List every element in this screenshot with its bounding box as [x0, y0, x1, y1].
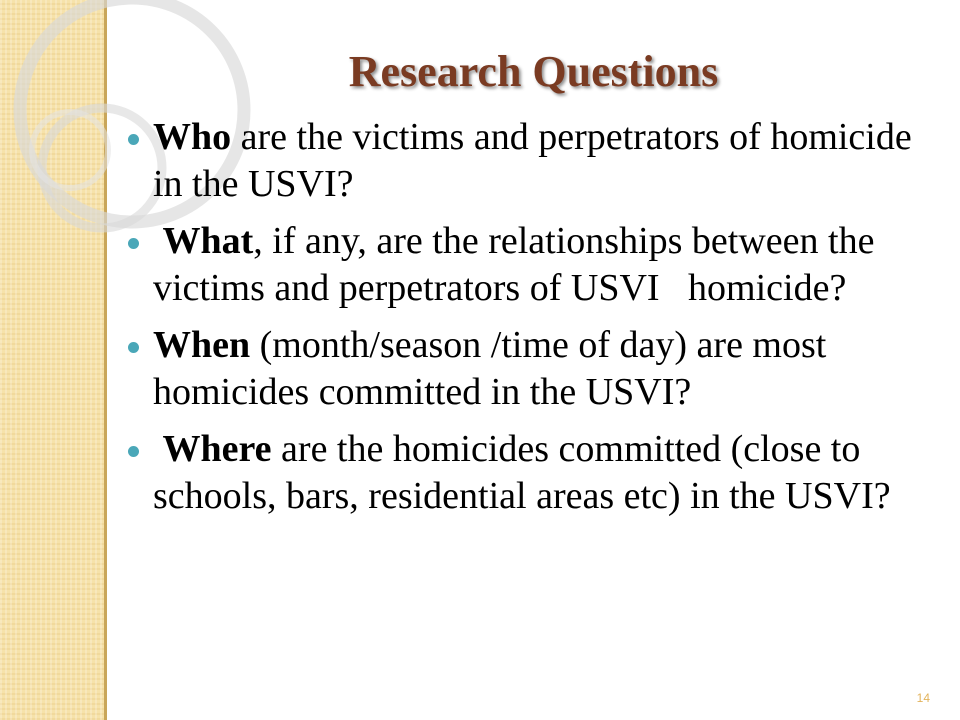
bullet-who — [153, 114, 923, 208]
bullet-icon — [128, 446, 139, 457]
bullet-keyword: What — [162, 220, 254, 262]
bullet-keyword: When — [153, 324, 251, 366]
bullet-lead — [153, 220, 163, 262]
page-number: 14 — [916, 691, 930, 705]
bullet-text: are the homicides committed (close to schools, bars, residential areas etc) in the USVI? — [153, 428, 891, 517]
bullet-what — [153, 218, 923, 312]
bullet-icon — [128, 134, 139, 145]
bullet-text: , if any, are the relationships between the victims and perpetrators of USVI homicide? — [153, 220, 875, 309]
bullet-keyword: Where — [162, 428, 272, 470]
bullet-keyword: Who — [153, 116, 232, 158]
bullet-icon — [128, 238, 139, 249]
bullet-icon — [128, 342, 139, 353]
bullet-lead — [153, 428, 163, 470]
bullet-text: (month/season /time of day) are most homicides committed in the USVI? — [153, 324, 827, 413]
bullet-when — [153, 322, 923, 416]
slide-title: Research Questions — [348, 47, 719, 96]
research-questions-list — [153, 114, 923, 530]
bullet-text: are the victims and perpetrators of homicide in the USVI? — [153, 116, 912, 205]
bullet-where — [153, 426, 923, 520]
